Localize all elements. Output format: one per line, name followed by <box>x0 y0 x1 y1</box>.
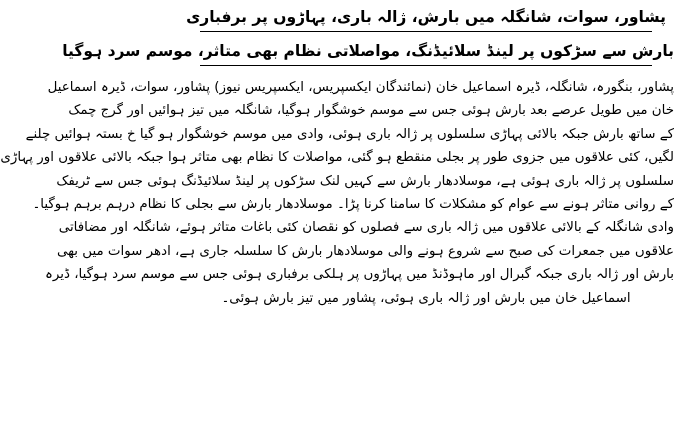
body-line: سلسلوں پر ژالہ باری ہوئی ہے، موسلادھار بارش سے کہیں لنک سڑکوں پر لینڈ سلائیڈنگ ہوئی جس سے ٹریفک <box>56 173 674 189</box>
body-line: پشاور، بنگورہ، شانگلہ، ڈیرہ اسماعیل خان (نمائندگان ایکسپریس، ایکسپریس نیوز) پشاور، سوات، ڈیرہ اسماعیل <box>47 80 674 95</box>
headline-secondary: بارش سے سڑکوں پر لینڈ سلائیڈنگ، مواصلاتی نظام بھی متاثر، موسم سرد ہوگیا <box>62 42 674 60</box>
headline-divider <box>200 31 652 32</box>
body-line: بارش اور ژالہ باری جبکہ گبرال اور ماہوڈنڈ میں پہاڑوں پر ہلکی برفباری ہوئی جس سے موسم سرد ہوگیا، ڈیرہ <box>45 267 674 283</box>
body-line: کے روانی متاثر ہونے سے عوام کو مشکلات کا سامنا کرنا پڑا۔ موسلادھار بارش سے بجلی کا نظام درہم برہم ہوگیا۔ <box>32 197 674 213</box>
article-body <box>0 76 674 310</box>
headline-divider <box>200 65 652 66</box>
body-line: اسماعیل خان میں بارش اور ژالہ باری ہوئی، پشاور میں تیز بارش ہوئی۔ <box>221 290 631 306</box>
headline-primary: پشاور، سوات، شانگلہ میں بارش، ژالہ باری، پہاڑوں پر برفباری <box>186 8 666 26</box>
body-line: علاقوں میں جمعرات کی صبح سے شروع ہونے والی موسلادھار بارش کا سلسلہ جاری ہے، ادھر سوات میں بھی <box>56 243 674 259</box>
body-line: خان میں طویل عرصے بعد بارش ہوئی جس سے موسم خوشگوار ہوگیا، شانگلہ میں تیز ہوائیں اور گرج چمک <box>68 103 674 119</box>
body-line: لگیں، کئی علاقوں میں جزوی طور پر بجلی منقطع ہو گئی، مواصلات کا نظام بھی متاثر ہوا جبکہ بالائی علاقوں اور پہاڑی <box>0 150 674 166</box>
body-line: کے ساتھ بارش جبکہ بالائی پہاڑی سلسلوں پر ژالہ باری ہوئی، وادی میں موسم خوشگوار ہو گیا خ بستہ ہوائیں چلنے <box>25 126 674 142</box>
body-line: وادی شانگلہ کے بالائی علاقوں میں ژالہ باری سے فصلوں کو نقصان کئی باغات متاثر ہوئے، شانگلہ اور مضافاتی <box>58 220 674 236</box>
